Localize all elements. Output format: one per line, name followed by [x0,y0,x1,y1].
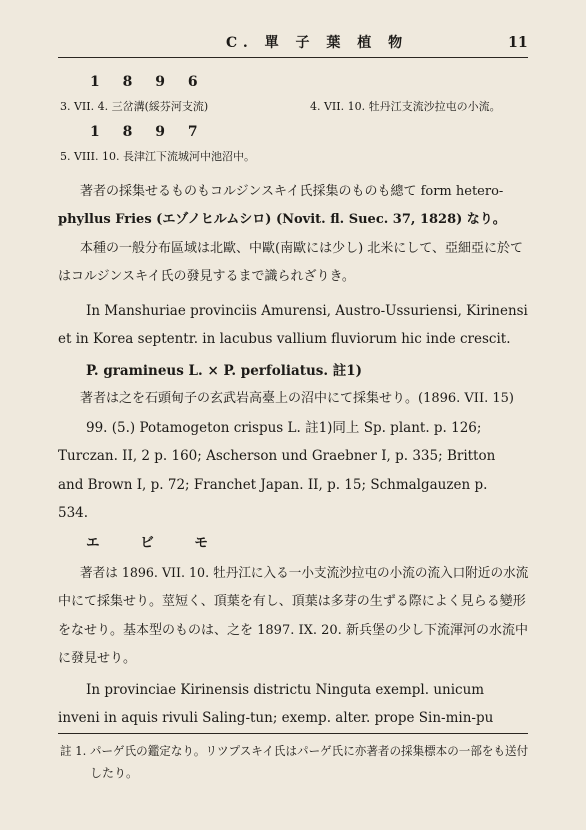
footnote-line: 註 1. パーゲ氏の鑑定なり。リツプスキイ氏はパーゲ氏に亦著者の採集標本の一部をも送付 [60,744,529,758]
paragraph-line: 中にて採集せり。莖短く、頂葉を有し、頂葉は多芽の生ずる際によく見らる變形 [58,594,526,609]
hybrid-note: 著者は之を石頭甸子の玄武岩高臺上の沼中にて採集せり。(1896. VII. 15) [80,391,514,406]
latin-line: In provinciae Kirinensis districtu Ninguta exempl. unicum [86,682,485,698]
paragraph-line: をなせり。基本型のものは、之を 1897. IX. 20. 新兵堡の少し下流渾河の水流中 [58,623,528,638]
latin-line: In Manshuriae provinciis Amurensi, Austro-Ussuriensi, Kirinensi [86,303,528,319]
citation-line: Turczan. II, 2 p. 160; Ascherson und Graebner I, p. 335; Britton [58,448,496,464]
page-number: 11 [508,33,528,51]
running-header-title: C. 單 子 葉 植 物 [226,35,409,51]
year-heading-1897: 1 8 9 7 [90,124,207,140]
latin-line: inveni in aquis rivuli Saling-tun; exemp. alter. prope Sin-min-pu [58,710,494,726]
species-heading: 99. (5.) Potamogeton crispus L. 註1)同上 Sp. plant. p. 126; [86,420,482,436]
hybrid-heading: P. gramineus L. × P. perfoliatus. 註1) [86,363,363,379]
latin-line: et in Korea septentr. in lacubus vallium fluviorum hic inde crescit. [58,331,511,347]
paragraph-line: 本種の一般分布區域は北歐、中歐(南歐には少し) 北米にして、亞細亞に於て [80,241,524,256]
paragraph-line: 著者の採集せるものもコルジンスキイ氏採集のものも總て form hetero- [80,184,504,199]
paragraph-line: はコルジンスキイ氏の發見するまで識られざりき。 [58,269,355,284]
paragraph-line: に發見せり。 [58,651,137,666]
record-line: 3. VII. 4. 三岔溝(綏芬河支流) [60,100,209,113]
citation-line: and Brown I, p. 72; Franchet Japan. II, p. 15; Schmalgauzen p. [58,477,488,493]
paragraph-line: 著者は 1896. VII. 10. 牡丹江に入る一小支流沙拉屯の小流の流入口附近の水流 [80,566,529,581]
japanese-name: エ ビ モ [86,535,226,551]
citation-line: 534. [58,505,89,521]
record-line: 5. VIII. 10. 長津江下流城河中池沼中。 [60,150,255,163]
header-rule [58,57,528,58]
year-heading-1896: 1 8 9 6 [90,74,207,90]
footnote-rule [58,733,528,734]
record-line: 4. VII. 10. 牡丹江支流沙拉屯の小流。 [310,100,501,113]
footnote-line: したり。 [90,766,139,780]
paragraph-line: phyllus Fries (エゾノヒルムシロ) (Novit. fl. Suec. 37, 1828) なり。 [58,212,506,227]
